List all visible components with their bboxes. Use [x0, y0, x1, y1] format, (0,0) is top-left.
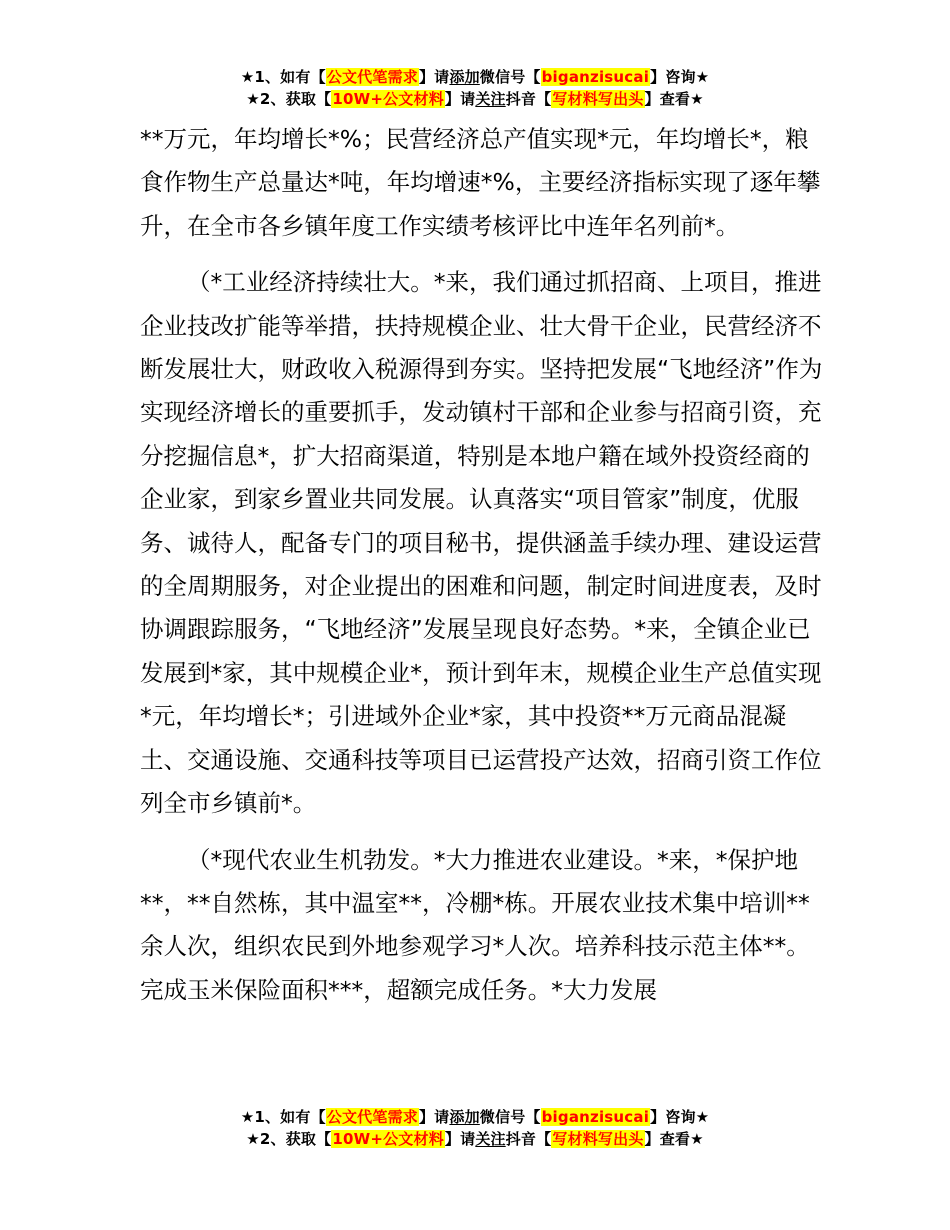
- banner-text: ★1、如有【: [240, 68, 326, 86]
- banner-text: 抖音【: [505, 1130, 552, 1148]
- banner-highlight: 10W+公文材料: [332, 1130, 444, 1148]
- banner-text: 】请: [444, 90, 476, 108]
- banner-highlight: 写材料写出头: [552, 90, 644, 108]
- paragraph: （*工业经济持续壮大。*来，我们通过抓招商、上项目，推进企业技改扩能等举措，扶持规模企业、壮大骨干企业，民营经济不断发展壮大，财政收入税源得到夯实。坚持把发展“飞地经济”作为实现经济增长的重要抓手，发动镇村干部和企业参与招商引资，充分挖掘信息*，扩大招商渠道，特别是本地户籍在域外投资经商的企业家，到家乡置业共同发展。认真落实“项目管家”制度，优服务、诚待人，配备专门的项目秘书，提供涵盖手续办理、建设运营的全周期服务，对企业提出的困难和问题，制定时间进度表，及时协调跟踪服务，“飞地经济”发展呈现良好态势。*来，全镇企业已发展到*家，其中规模企业*，预计到年末，规模企业生产总值实现*元，年均增长*；引进域外企业*家，其中投资**万元商品混凝土、交通设施、交通科技等项目已运营投产达效，招商引资工作位列全市乡镇前*。: [140, 268, 823, 818]
- banner-emphasis: 关注: [475, 1130, 506, 1148]
- banner-text: 】请: [444, 1130, 476, 1148]
- document-body: [140, 118, 830, 1012]
- banner-line-1: [0, 1106, 950, 1128]
- header-banner: [0, 66, 950, 110]
- banner-text: 】咨询★: [650, 68, 710, 86]
- banner-emphasis: 添加: [449, 1108, 480, 1126]
- banner-text: 】请: [418, 68, 450, 86]
- banner-line-2: [0, 88, 950, 110]
- banner-highlight: biganzisucai: [541, 68, 650, 86]
- banner-line-1: [0, 66, 950, 88]
- banner-emphasis: 关注: [475, 90, 506, 108]
- paragraph: （*现代农业生机勃发。*大力推进农业建设。*来，*保护地**，**自然栋，其中温室**，冷棚*栋。开展农业技术集中培训**余人次，组织农民到外地参观学习*人次。培养科技示范主体**。完成玉米保险面积***，超额完成任务。*大力发展: [140, 845, 810, 1004]
- banner-highlight: 公文代笔需求: [326, 1108, 418, 1126]
- banner-text: 】查看★: [644, 90, 704, 108]
- banner-line-2: [0, 1128, 950, 1150]
- banner-text: ★2、获取【: [246, 1130, 332, 1148]
- banner-text: 】查看★: [644, 1130, 704, 1148]
- banner-highlight: biganzisucai: [541, 1108, 650, 1126]
- banner-highlight: 10W+公文材料: [332, 90, 444, 108]
- banner-text: 】咨询★: [650, 1108, 710, 1126]
- banner-highlight: 写材料写出头: [552, 1130, 644, 1148]
- banner-text: 】请: [418, 1108, 450, 1126]
- banner-text: ★2、获取【: [246, 90, 332, 108]
- banner-emphasis: 添加: [449, 68, 480, 86]
- banner-text: 微信号【: [479, 1108, 541, 1126]
- paragraph: **万元，年均增长*%；民营经济总产值实现*元，年均增长*，粮食作物生产总量达*吨，年均增速*%，主要经济指标实现了逐年攀升，在全市各乡镇年度工作实绩考核评比中连年名列前*。: [140, 125, 821, 240]
- banner-text: ★1、如有【: [240, 1108, 326, 1126]
- banner-text: 微信号【: [479, 68, 541, 86]
- banner-text: 抖音【: [505, 90, 552, 108]
- banner-highlight: 公文代笔需求: [326, 68, 418, 86]
- footer-banner: [0, 1106, 950, 1150]
